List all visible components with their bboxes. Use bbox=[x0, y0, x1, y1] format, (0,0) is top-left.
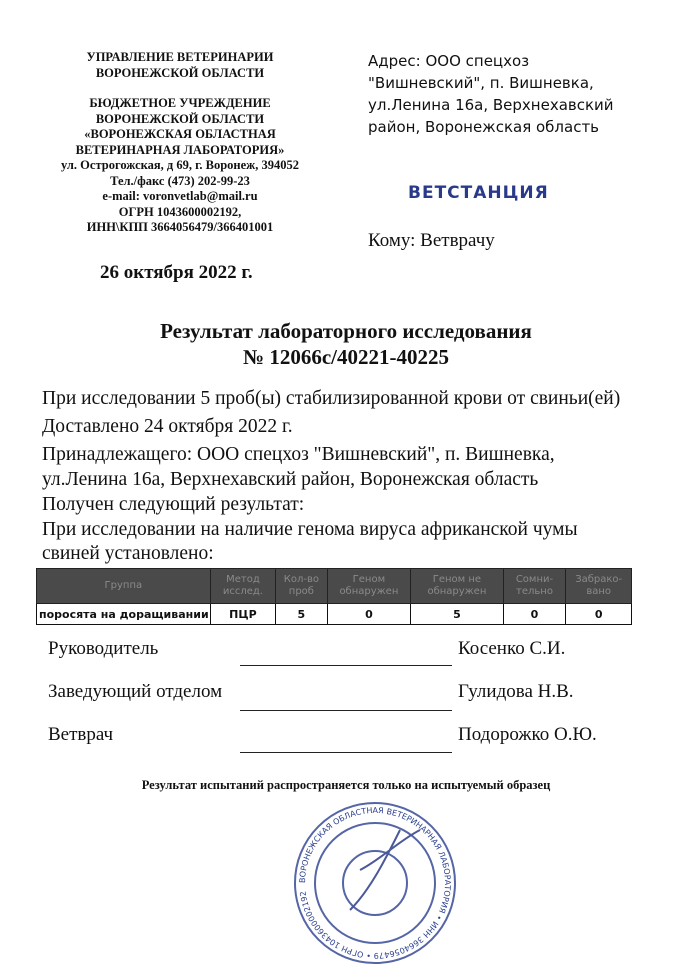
signature-line bbox=[240, 710, 452, 711]
issuer-email: e-mail: voronvetlab@mail.ru bbox=[102, 189, 258, 203]
official-stamp bbox=[270, 800, 480, 966]
cell: 0 bbox=[327, 604, 411, 625]
address-line: "Вишневский", п. Вишневка, bbox=[368, 74, 594, 92]
stamp-outer-ring bbox=[295, 803, 455, 963]
col-header: Забрако-вано bbox=[566, 569, 632, 604]
cell: 5 bbox=[276, 604, 327, 625]
issuer-inn: ИНН\КПП 3664056479/366401001 bbox=[86, 220, 274, 234]
document-date: 26 октября 2022 г. bbox=[100, 262, 253, 283]
dept-line: УПРАВЛЕНИЕ ВЕТЕРИНАРИИ bbox=[86, 50, 274, 64]
issuer-address: ул. Острогожская, д 69, г. Воронеж, 394052 bbox=[60, 158, 299, 172]
address-line: район, Воронежская область bbox=[368, 118, 600, 136]
body-line: Доставлено 24 октября 2022 г. bbox=[42, 416, 293, 437]
dept-line: ВОРОНЕЖСКОЙ ОБЛАСТИ bbox=[95, 65, 265, 80]
cell: ПЦР bbox=[210, 604, 276, 625]
cell: 0 bbox=[503, 604, 566, 625]
cell: 0 bbox=[566, 604, 632, 625]
table-header-row bbox=[37, 569, 632, 604]
body-line: ул.Ленина 16а, Верхнехавский район, Воронежская область bbox=[42, 469, 539, 490]
cell: 5 bbox=[411, 604, 503, 625]
signature-role: Заведующий отделом bbox=[48, 681, 223, 702]
col-header: Кол-во проб bbox=[276, 569, 327, 604]
document-title bbox=[0, 318, 692, 370]
col-header: Геном обнаружен bbox=[327, 569, 411, 604]
signature-scribble bbox=[350, 830, 420, 910]
address-line: Адрес: ООО спецхоз bbox=[368, 52, 530, 70]
table-row bbox=[37, 604, 632, 625]
results-table bbox=[36, 568, 632, 625]
body-line: свиней установлено: bbox=[42, 543, 214, 564]
col-header: Сомни-тельно bbox=[503, 569, 566, 604]
org-line: ВЕТЕРИНАРНАЯ ЛАБОРАТОРИЯ» bbox=[75, 142, 285, 157]
body-line: При исследовании 5 проб(ы) стабилизированной крови от свиньи(ей) bbox=[42, 388, 621, 409]
recipient-address bbox=[368, 50, 678, 138]
signature-name: Гулидова Н.В. bbox=[458, 681, 574, 702]
issuer-phone: Тел./факс (473) 202-99-23 bbox=[110, 173, 250, 188]
col-header: Метод исслед. bbox=[210, 569, 276, 604]
address-line: ул.Ленина 16а, Верхнехавский bbox=[368, 96, 614, 114]
body-line: Получен следующий результат: bbox=[42, 494, 305, 515]
org-line: БЮДЖЕТНОЕ УЧРЕЖДЕНИЕ bbox=[89, 96, 271, 110]
org-line: ВОРОНЕЖСКОЙ ОБЛАСТИ bbox=[95, 111, 265, 126]
cell: поросята на доращивании bbox=[37, 604, 211, 625]
body-line: Принадлежащего: ООО спецхоз "Вишневский", п. Вишневка, bbox=[42, 444, 555, 465]
col-header: Группа bbox=[37, 569, 211, 604]
issuer-header bbox=[30, 50, 330, 236]
signature-line bbox=[240, 752, 452, 753]
document-number: № 12066с/40221-40225 bbox=[242, 345, 449, 369]
col-header: Геном не обнаружен bbox=[411, 569, 503, 604]
recipient-stamp: ВЕТСТАНЦИЯ bbox=[408, 183, 549, 203]
signature-name: Подорожко О.Ю. bbox=[458, 724, 597, 745]
stamp-lettering: ВОРОНЕЖСКАЯ ОБЛАСТНАЯ ВЕТЕРИНАРНАЯ ЛАБОРАТОРИЯ • ИНН 3664056479 • ОГРН 1043600002192 bbox=[297, 805, 453, 961]
body-line: При исследовании на наличие генома вируса африканской чумы bbox=[42, 519, 578, 540]
issuer-ogrn: ОГРН 1043600002192, bbox=[118, 204, 242, 219]
stamp-inner-ring bbox=[315, 823, 435, 943]
org-line: «ВОРОНЕЖСКАЯ ОБЛАСТНАЯ bbox=[84, 127, 276, 141]
signature-line bbox=[240, 665, 452, 666]
signature-role: Руководитель bbox=[48, 638, 159, 659]
signature-name: Косенко С.И. bbox=[458, 638, 566, 659]
footer-note: Результат испытаний распространяется только на испытуемый образец bbox=[141, 778, 551, 792]
title-line: Результат лабораторного исследования bbox=[160, 319, 532, 343]
recipient: Кому: Ветврачу bbox=[368, 230, 495, 251]
signature-role: Ветврач bbox=[48, 724, 114, 745]
